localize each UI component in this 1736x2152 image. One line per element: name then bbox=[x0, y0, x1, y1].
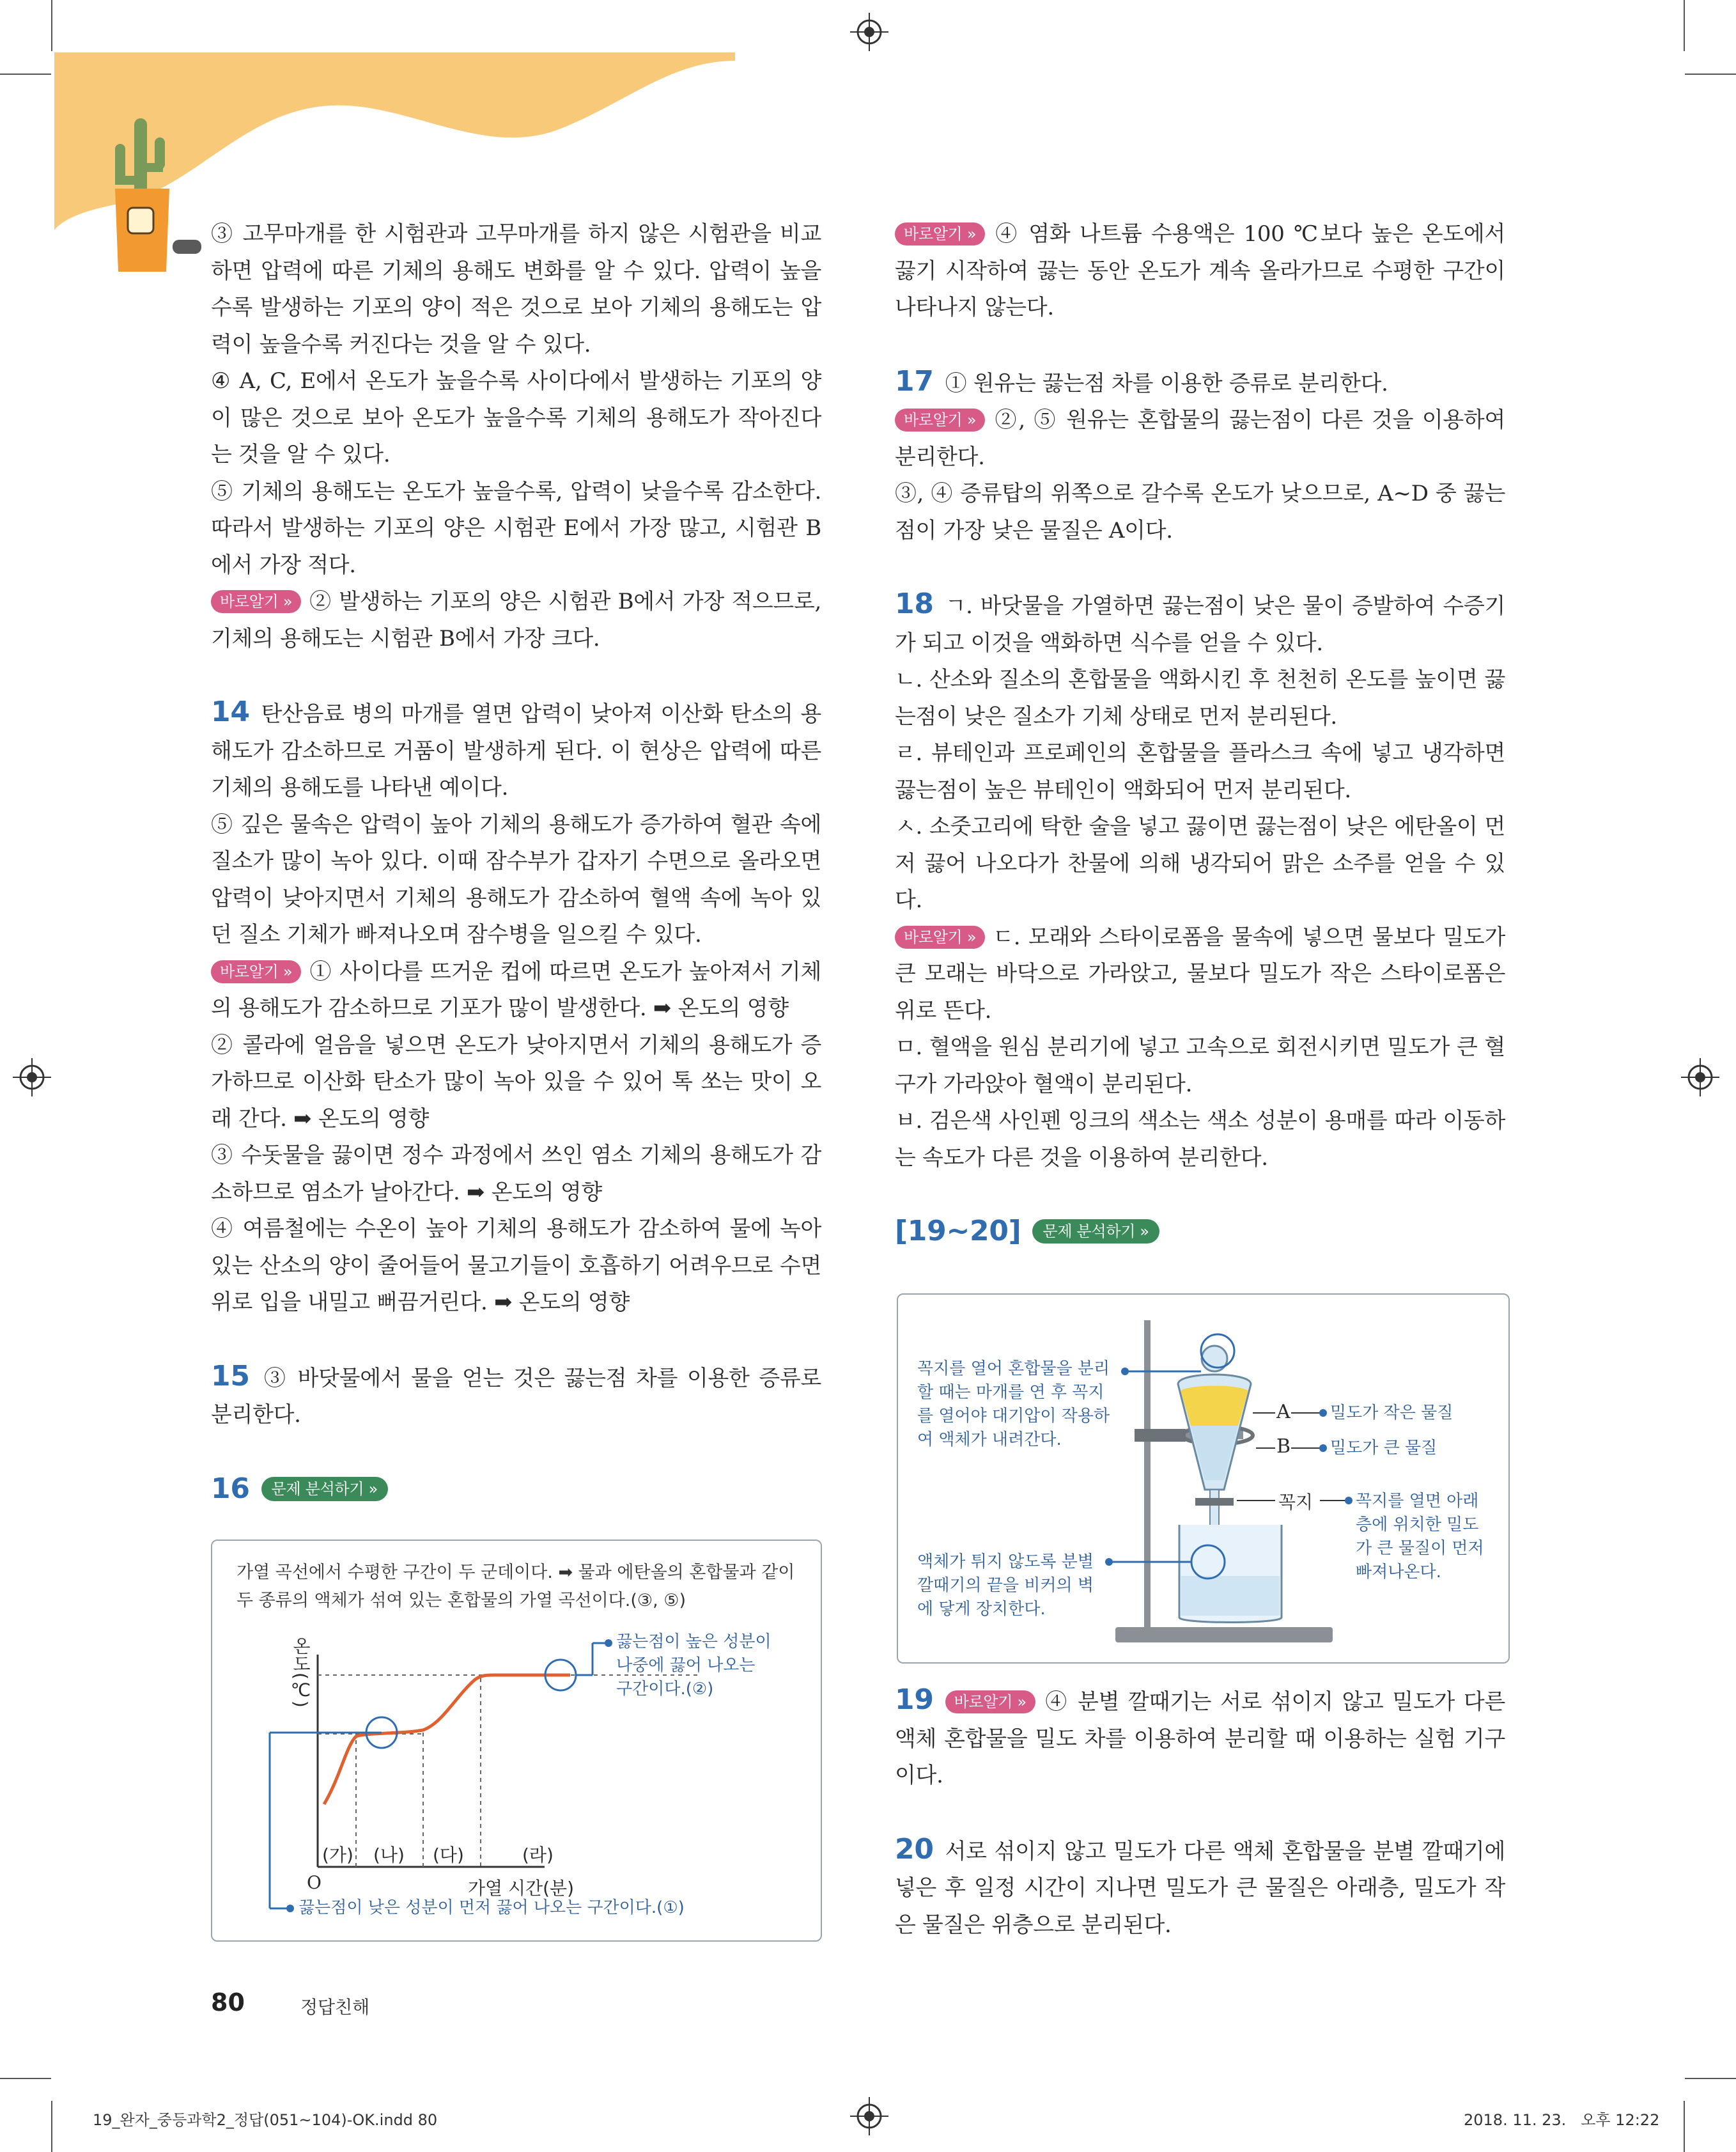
q17-fix-1: 바로알기 » ②, ⑤ 원유는 혼합물의 끓는점이 다른 것을 이용하여 분리한다. bbox=[895, 407, 1505, 470]
question-number: 19 bbox=[895, 1683, 934, 1716]
q19-text: 19 바로알기 » ④ 분별 깔때기는 서로 섞이지 않고 밀도가 다른 액체 혼합물을 밀도 차를 이용하여 분리할 때 이용하는 실험 기구이다. bbox=[895, 1683, 1505, 1788]
q13-para-5: ⑤ 기체의 용해도는 온도가 높을수록, 압력이 낮을수록 감소한다. 따라서 발생하는 기포의 양은 시험관 E에서 가장 많고, 시험관 B에서 가장 적다. bbox=[211, 478, 821, 578]
fix-tag: 바로알기 » bbox=[945, 1690, 1035, 1713]
segment-label-da: (다) bbox=[433, 1844, 464, 1866]
file-slug: 19_완자_중등과학2_정답(051~104)-OK.indd 80 bbox=[93, 2111, 438, 2129]
question-number: 15 bbox=[211, 1359, 250, 1392]
question-number: 18 bbox=[895, 588, 934, 620]
fix-tag: 바로알기 » bbox=[211, 960, 301, 983]
question-number: [19~20] bbox=[895, 1215, 1021, 1247]
segment-label-ga: (가) bbox=[322, 1844, 353, 1866]
registration-mark-icon bbox=[13, 1058, 51, 1096]
q18-para-4: ㅅ. 소줏고리에 탁한 술을 넣고 끓이면 끓는점이 낮은 에탄올이 먼저 끓어 나오다가 찬물에 의해 냉각되어 맑은 소주를 얻을 수 있다. bbox=[895, 814, 1505, 913]
fix-tag: 바로알기 » bbox=[895, 926, 985, 949]
q14-para-1: 14 탄산음료 병의 마개를 열면 압력이 낮아져 이산화 탄소의 용해도가 감소하므로 거품이 발생하게 된다. 이 현상은 압력에 따른 기체의 용해도를 나타낸 예이다. bbox=[211, 696, 821, 800]
q16-fix: 바로알기 » ④ 염화 나트륨 수용액은 100 ℃보다 높은 온도에서 끓기 시작하여 끓는 동안 온도가 계속 올라가므로 수평한 구간이 나타나지 않는다. bbox=[895, 221, 1505, 320]
note-open-stopper: 꼭지를 열어 혼합물을 분리할 때는 마개를 연 후 꼭지를 열어야 대기압이 작용하여 액체가 내려간다. bbox=[917, 1359, 1110, 1449]
registration-mark-icon bbox=[850, 2097, 888, 2135]
note-layer-b: 밀도가 큰 물질 bbox=[1330, 1439, 1438, 1458]
q18-para-2: ㄴ. 산소와 질소의 혼합물을 액화시킨 후 천천히 온도를 높이면 끓는점이 낮은 질소가 기체 상태로 먼저 분리된다. bbox=[895, 667, 1505, 729]
right-column-bottom bbox=[895, 1681, 1505, 1944]
q18-para-3: ㄹ. 뷰테인과 프로페인의 혼합물을 플라스크 속에 넣고 냉각하면 끓는점이 높은 뷰테인이 액화되어 먼저 분리된다. bbox=[895, 740, 1506, 803]
note-low-boiling: 끓는점이 낮은 성분이 먼저 끓어 나오는 구간이다.(①) bbox=[298, 1898, 685, 1917]
q18-fix-2: ㅁ. 혈액을 원심 분리기에 넣고 고속으로 회전시키면 밀도가 큰 혈구가 가라앉아 혈액이 분리된다. bbox=[895, 1034, 1505, 1097]
layer-b-label: B bbox=[1276, 1435, 1291, 1458]
analysis-tag: 문제 분석하기 » bbox=[261, 1477, 388, 1501]
x-axis-label: 가열 시간(분) bbox=[468, 1878, 574, 1899]
q18-fix-1: 바로알기 » ㄷ. 모래와 스타이로폼을 물속에 넣으면 물보다 밀도가 큰 모래는 바닥으로 가라앉고, 물보다 밀도가 작은 스타이로폼은 위로 뜬다. bbox=[895, 924, 1505, 1024]
fix-tag: 바로알기 » bbox=[895, 409, 985, 432]
q15-text: 15 ③ 바닷물에서 물을 얻는 것은 끓는점 차를 이용한 증류로 분리한다. bbox=[211, 1359, 821, 1428]
question-number: 14 bbox=[211, 696, 250, 728]
q13-fix: 바로알기 » ② 발생하는 기포의 양은 시험관 B에서 가장 적으므로, 기체의 용해도는 시험관 B에서 가장 크다. bbox=[211, 589, 821, 651]
registration-mark-icon bbox=[1681, 1058, 1719, 1096]
q14-para-2: ⑤ 깊은 물속은 압력이 높아 기체의 용해도가 증가하여 혈관 속에 질소가 많이 녹아 있다. 이때 잠수부가 갑자기 수면으로 올라오면 압력이 낮아지면서 기체의 용해도가 감소하여 혈액 속에 녹아 있던 질소 기체가 빠져나오며 잠수병을 일으킬 수 있다. bbox=[211, 811, 821, 947]
question-number: 17 bbox=[895, 364, 934, 398]
section-title: 정답친해 bbox=[300, 1997, 370, 2018]
q14-fix-4: ④ 여름철에는 수온이 높아 기체의 용해도가 감소하여 물에 녹아 있는 산소의 양이 줄어들어 물고기들이 호흡하기 어려우므로 수면 위로 입을 내밀고 뻐끔거린다. ➡ 온도의 영향 bbox=[211, 1216, 821, 1315]
question-number: 16 bbox=[211, 1472, 250, 1505]
print-timestamp: 2018. 11. 23. 오후 12:22 bbox=[1464, 2111, 1660, 2129]
right-column bbox=[895, 216, 1505, 1252]
q13-para-3: ③ 고무마개를 한 시험관과 고무마개를 하지 않은 시험관을 비교하면 압력에 따른 기체의 용해도 변화를 알 수 있다. 압력이 높을수록 발생하는 기포의 양이 적은 것으로 보아 기체의 용해도는 압력이 높을수록 커진다는 것을 알 수 있다. bbox=[211, 221, 821, 357]
q18-fix-3: ㅂ. 검은색 사인펜 잉크의 색소는 색소 성분이 용매를 따라 이동하는 속도가 다른 것을 이용하여 분리한다. bbox=[895, 1108, 1505, 1171]
left-column bbox=[211, 216, 821, 1509]
q14-fix-3: ③ 수돗물을 끓이면 정수 과정에서 쓰인 염소 기체의 용해도가 감소하므로 염소가 날아간다. ➡ 온도의 영향 bbox=[211, 1142, 821, 1205]
q16-intro: 가열 곡선에서 수평한 구간이 두 군데이다. ➡ 물과 에탄올의 혼합물과 같이 두 종류의 액체가 섞여 있는 혼합물의 가열 곡선이다.(③, ⑤) bbox=[236, 1563, 795, 1610]
layer-a-label: A bbox=[1276, 1401, 1290, 1423]
note-beaker-wall: 액체가 튀지 않도록 분별 깔때기의 끝을 비커의 벽에 닿게 장치한다. bbox=[917, 1552, 1094, 1619]
segment-label-ra: (라) bbox=[522, 1844, 554, 1866]
fix-tag: 바로알기 » bbox=[211, 590, 301, 613]
note-layer-a: 밀도가 작은 물질 bbox=[1330, 1403, 1453, 1423]
note-high-boiling: 끓는점이 높은 성분이 나중에 끓어 나오는 구간이다.(②) bbox=[616, 1632, 771, 1699]
fix-tag: 바로알기 » bbox=[895, 222, 985, 246]
q14-fix-1: 바로알기 » ① 사이다를 뜨거운 컵에 따르면 온도가 높아져서 기체의 용해도가 감소하므로 기포가 많이 발생한다. ➡ 온도의 영향 bbox=[211, 958, 821, 1021]
cactus-illustration bbox=[109, 112, 205, 272]
q14-fix-2: ② 콜라에 얼음을 넣으면 온도가 낮아지면서 기체의 용해도가 증가하므로 이산화 탄소가 많이 녹아 있을 수 있어 톡 쏘는 맛이 오래 간다. ➡ 온도의 영향 bbox=[211, 1032, 821, 1132]
q17-fix-2: ③, ④ 증류탑의 위쪽으로 갈수록 온도가 낮으므로, A~D 중 끓는점이 가장 낮은 물질은 A이다. bbox=[895, 481, 1505, 543]
question-number: 20 bbox=[895, 1832, 934, 1866]
q17-para-1: 17 ① 원유는 끓는점 차를 이용한 증류로 분리한다. bbox=[895, 364, 1388, 398]
segment-label-na: (나) bbox=[373, 1844, 405, 1866]
y-axis-label: 온도(℃) bbox=[290, 1637, 311, 1708]
tap-label: 꼭지 bbox=[1278, 1492, 1314, 1513]
q16-analysis-box bbox=[211, 1540, 822, 1942]
registration-mark-icon bbox=[850, 13, 888, 51]
q18-para-1: 18 ㄱ. 바닷물을 가열하면 끓는점이 낮은 물이 증발하여 수증기가 되고 이것을 액화하면 식수를 얻을 수 있다. bbox=[895, 588, 1505, 656]
analysis-tag: 문제 분석하기 » bbox=[1032, 1219, 1159, 1244]
page-number: 80 bbox=[211, 1988, 245, 2016]
q16-heading bbox=[211, 1470, 821, 1510]
note-tap: 꼭지를 열면 아래층에 위치한 밀도가 큰 물질이 먼저 빠져나온다. bbox=[1356, 1492, 1484, 1582]
q20-text: 20 서로 섞이지 않고 밀도가 다른 액체 혼합물을 분별 깔때기에 넣은 후 일정 시간이 지나면 밀도가 큰 물질은 아래층, 밀도가 작은 물질은 위층으로 분리된다. bbox=[895, 1832, 1505, 1938]
origin-label: O bbox=[307, 1872, 322, 1893]
q1920-heading bbox=[895, 1213, 1505, 1252]
q13-para-4: ④ A, C, E에서 온도가 높을수록 사이다에서 발생하는 기포의 양이 많은 것으로 보아 온도가 높을수록 기체의 용해도가 작아진다는 것을 알 수 있다. bbox=[211, 368, 821, 467]
q1920-diagram-box bbox=[897, 1293, 1510, 1664]
